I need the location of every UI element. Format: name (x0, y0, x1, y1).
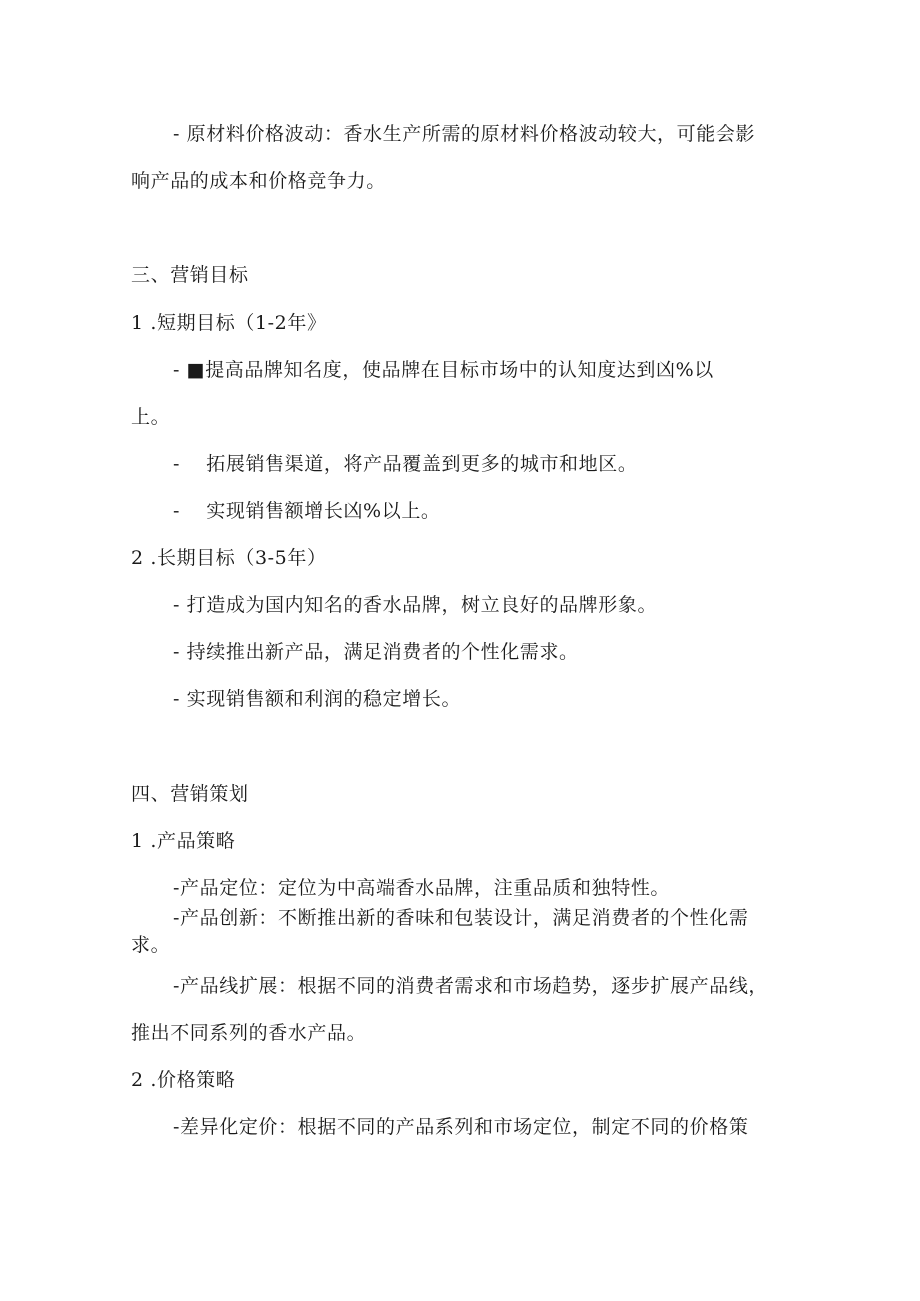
text-line: 求。 (131, 934, 171, 956)
text-line: - 原材料价格波动：香水生产所需的原材料价格波动较大，可能会影 (173, 123, 756, 145)
text-line: 响产品的成本和价格竞争力。 (131, 170, 386, 192)
section-heading: 四、营销策划 (131, 783, 249, 805)
text-line: - 拓展销售渠道，将产品覆盖到更多的城市和地区。 (173, 453, 638, 475)
subsection-heading: 1 .短期目标（1-2年》 (131, 312, 327, 334)
text-line: -产品定位：定位为中高端香水品牌，注重品质和独特性。 (173, 877, 671, 899)
section-heading: 三、营销目标 (131, 264, 249, 286)
subsection-heading: 2 .长期目标（3-5年） (131, 547, 327, 569)
text-line: -差异化定价：根据不同的产品系列和市场定位，制定不同的价格策 (173, 1116, 749, 1138)
text-line: - ■提高品牌知名度，使品牌在目标市场中的认知度达到凶%以 (173, 359, 714, 381)
text-line: - 实现销售额增长凶%以上。 (173, 500, 441, 522)
subsection-heading: 2 .价格策略 (131, 1069, 236, 1091)
text-line: - 持续推出新产品，满足消费者的个性化需求。 (173, 641, 579, 663)
text-line: - 打造成为国内知名的香水品牌，树立良好的品牌形象。 (173, 594, 658, 616)
text-line: - 实现销售额和利润的稳定增长。 (173, 688, 462, 710)
text-line: -产品创新：不断推出新的香味和包装设计，满足消费者的个性化需 (173, 907, 749, 929)
text-line: 推出不同系列的香水产品。 (131, 1022, 367, 1044)
subsection-heading: 1 .产品策略 (131, 830, 236, 852)
text-line: 上。 (131, 406, 171, 428)
text-line: -产品线扩展：根据不同的消费者需求和市场趋势，逐步扩展产品线， (173, 975, 769, 997)
